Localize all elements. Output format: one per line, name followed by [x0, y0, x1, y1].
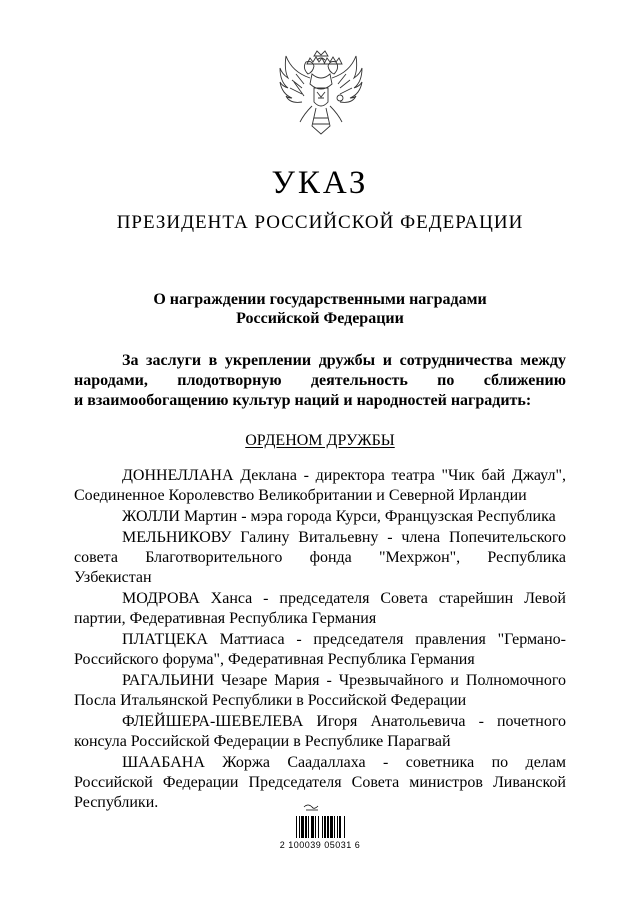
awardee-line: МЕЛЬНИКОВУ Галину Витальевну - члена Попечительского	[122, 529, 566, 546]
barcode-bar	[315, 816, 316, 838]
awardee-item	[74, 712, 566, 752]
barcode-bar	[311, 816, 314, 838]
decree-heading-line: О награждении государственными наградами	[153, 291, 487, 308]
barcode-number: 2 100039 05031 6	[279, 840, 361, 850]
awardee-line: ШААБАНА Жоржа Саадаллаха - советника по делам	[122, 754, 566, 771]
awardee-line: РАГАЛЬИНИ Чезаре Мария - Чрезвычайного и Полномочного	[122, 672, 566, 689]
russian-coat-of-arms-icon	[274, 50, 368, 146]
awardee-item	[74, 507, 566, 527]
barcode-bar	[299, 816, 300, 838]
document-title: УКАЗ	[271, 165, 369, 201]
barcode-bar	[322, 816, 323, 838]
barcode-bar	[301, 816, 304, 838]
decree-heading	[0, 290, 640, 328]
awardee-line: ФЛЕЙШЕРА-ШЕВЕЛЕВА Игоря Анатольевича - почетного	[122, 713, 566, 730]
preamble-line: и взаимообогащению культур наций и народностей наградить:	[74, 392, 532, 409]
preamble-line: За заслуги в укреплении дружбы и сотрудничества между	[122, 352, 566, 369]
awardee-line: Российской Федерации Председателя Совета министров Ливанской	[74, 774, 566, 791]
barcode-bar	[337, 816, 338, 838]
barcode-bar	[344, 816, 345, 838]
awardee-line: ПЛАТЦЕКА Маттиаса - председателя правления "Германо-	[122, 631, 566, 648]
awardee-line: совета Благотворительного фонда "Мехржон", Республика	[74, 549, 566, 566]
document-subtitle: ПРЕЗИДЕНТА РОССИЙСКОЙ ФЕДЕРАЦИИ	[116, 212, 524, 233]
awardee-line: партии, Федеративная Республика Германия	[74, 610, 377, 627]
barcode-bar	[296, 816, 297, 838]
awardee-line: Узбекистан	[74, 569, 152, 586]
awardee-list	[74, 466, 566, 814]
decree-preamble	[74, 351, 566, 411]
barcode-bar	[334, 816, 335, 838]
awardee-item	[74, 630, 566, 670]
awardee-line: ЖОЛЛИ Мартин - мэра города Курси, Французская Республика	[122, 508, 556, 525]
barcode-bar	[318, 816, 319, 838]
awardee-item	[74, 528, 566, 588]
awardee-line: Соединенное Королевство Великобритании и Северной Ирландии	[74, 487, 527, 504]
preamble-line: народами, плодотворную деятельность по сближению	[74, 372, 566, 389]
order-title	[0, 431, 640, 451]
awardee-item	[74, 589, 566, 629]
decree-heading-line: Российской Федерации	[236, 310, 404, 327]
awardee-line: Российского форума", Федеративная Республика Германия	[74, 651, 475, 668]
awardee-line: ДОННЕЛЛАНА Деклана - директора театра "Чик бай Джаул",	[122, 467, 566, 484]
barcode-bar	[327, 816, 329, 838]
barcode-bar	[330, 816, 333, 838]
awardee-line: Посла Итальянской Республики в Российской Федерации	[74, 692, 467, 709]
order-name: ОРДЕНОМ ДРУЖБЫ	[245, 432, 395, 449]
barcode-bar	[305, 816, 307, 838]
awardee-line: консула Российской Федерации в Республике Парагвай	[74, 733, 451, 750]
awardee-line: МОДРОВА Ханса - председателя Совета старейшин Левой	[122, 590, 566, 607]
awardee-item	[74, 671, 566, 711]
barcode-bar	[339, 816, 341, 838]
awardee-line: Республики.	[74, 794, 159, 811]
barcode-bar	[324, 816, 326, 838]
barcode-bar	[308, 816, 309, 838]
awardee-item	[74, 466, 566, 506]
